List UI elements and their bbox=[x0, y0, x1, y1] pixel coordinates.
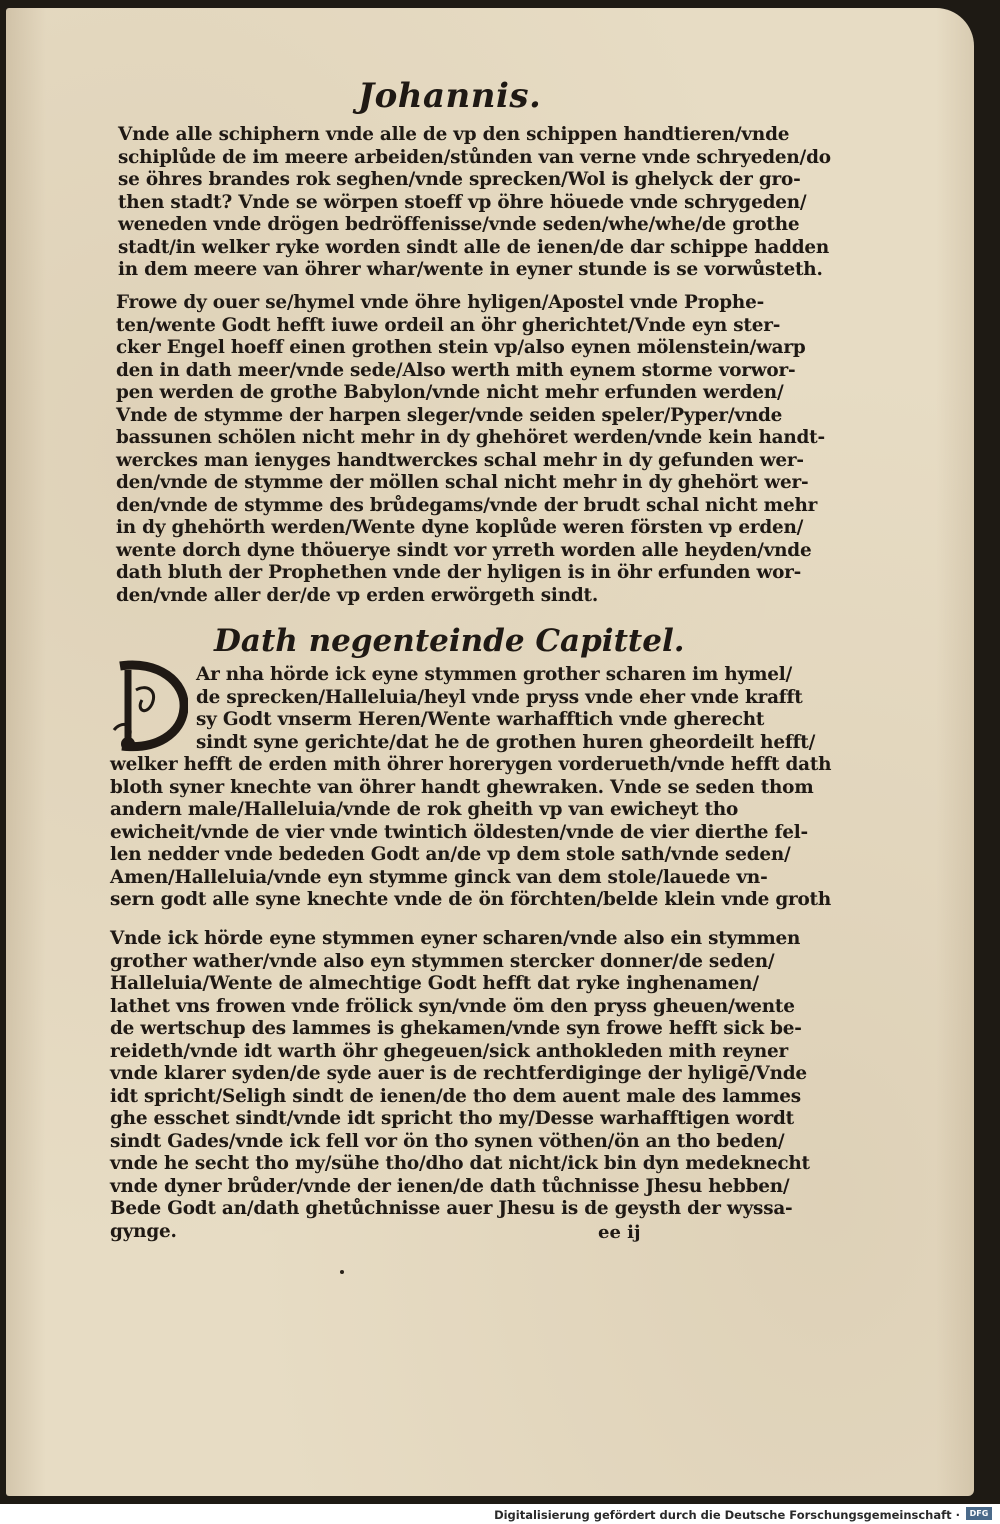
text-line: welker hefft de erden mith öhrer horerygen vorderueth/vnde hefft dath bbox=[110, 754, 832, 775]
text-line: wente dorch dyne thöuerye sindt vor yrreth worden alle heyden/vnde bbox=[116, 539, 812, 561]
text-line: werckes man ienyges handtwerckes schal mehr in dy gefunden wer- bbox=[116, 449, 804, 471]
text-line: se öhres brandes rok seghen/vnde sprecken/Wol is ghelyck der gro- bbox=[118, 169, 801, 190]
text-line: sindt syne gerichte/dat he de grothen huren gheordeilt hefft/ bbox=[196, 731, 816, 753]
chapter-title: Dath negenteinde Capittel. bbox=[214, 623, 685, 659]
signature-mark: ee ij bbox=[598, 1222, 641, 1243]
text-line: ten/wente Godt hefft iuwe ordeil an öhr gherichtet/Vnde eyn ster- bbox=[116, 314, 781, 336]
text-line: weneden vnde drögen bedröffenisse/vnde seden/whe/whe/de grothe bbox=[118, 214, 800, 235]
text-line: idt spricht/Seligh sindt de ienen/de tho dem auent male des lammes bbox=[110, 1085, 801, 1107]
text-line: sern godt alle syne knechte vnde de ön förchten/belde klein vnde groth bbox=[110, 889, 832, 910]
text-line: vnde klarer syden/de syde auer is de rechtferdiginge der hyligē/Vnde bbox=[110, 1063, 807, 1084]
text-line: de wertschup des lammes is ghekamen/vnde syn frowe hefft sick be- bbox=[110, 1018, 802, 1039]
text-line: reideth/vnde idt warth öhr ghegeuen/sick anthokleden mith reyner bbox=[110, 1040, 788, 1062]
text-line: vnde dyner brůder/vnde der ienen/de dath tůchnisse Jhesu hebben/ bbox=[110, 1175, 790, 1197]
text-line: den/vnde aller der/de vp erden erwörgeth sindt. bbox=[116, 584, 599, 606]
text-line: in dy ghehörth werden/Wente dyne koplůde weren försten vp erden/ bbox=[116, 517, 804, 538]
text-line: schiplůde de im meere arbeiden/stůnden van verne vnde schryeden/do bbox=[118, 146, 831, 168]
text-line: Bede Godt an/dath ghetůchnisse auer Jhesu is de geysth der wyssa- bbox=[110, 1198, 793, 1219]
paragraph-1 bbox=[118, 124, 831, 282]
dfg-logo: DFG bbox=[966, 1507, 992, 1520]
paragraph-3-indented bbox=[196, 664, 816, 754]
text-line: lathet vns frowen vnde frölick syn/vnde öm den pryss gheuen/wente bbox=[110, 995, 795, 1017]
text-line: then stadt? Vnde se wörpen stoeff vp öhre höuede vnde schrygeden/ bbox=[118, 191, 807, 213]
text-line: ewicheit/vnde de vier vnde twintich öldesten/vnde de vier dierthe fel- bbox=[110, 821, 808, 843]
text-line: andern male/Halleluia/vnde de rok gheith vp van ewicheyt tho bbox=[110, 799, 739, 820]
ink-speck bbox=[340, 1270, 344, 1274]
paragraph-4 bbox=[110, 928, 810, 1243]
paragraph-2 bbox=[116, 292, 825, 607]
text-line: den in dath meer/vnde sede/Also werth mith eynem storme vorwor- bbox=[116, 359, 796, 381]
text-line: bassunen schölen nicht mehr in dy ghehöret werden/vnde kein handt- bbox=[116, 427, 825, 448]
text-line: den/vnde de stymme der möllen schal nicht mehr in dy ghehört wer- bbox=[116, 472, 809, 493]
text-line: sy Godt vnserm Heren/Wente warhafftich vnde gherecht bbox=[196, 709, 765, 730]
text-line: cker Engel hoeff einen grothen stein vp/also eynen mölenstein/warp bbox=[116, 337, 806, 358]
footer-credit: Digitalisierung gefördert durch die Deutsche Forschungsgemeinschaft · bbox=[494, 1508, 960, 1522]
text-line: sindt Gades/vnde ick fell vor ön tho synen vöthen/ön an tho beden/ bbox=[110, 1130, 785, 1152]
paragraph-3 bbox=[110, 754, 832, 912]
text-line: dath bluth der Prophethen vnde der hyligen is in öhr erfunden wor- bbox=[116, 562, 802, 583]
text-line: in dem meere van öhrer whar/wente in eyner stunde is se vorwůsteth. bbox=[118, 259, 823, 280]
text-line: bloth syner knechte van öhrer handt ghewraken. Vnde se seden thom bbox=[110, 776, 814, 798]
text-line: Halleluia/Wente de almechtige Godt hefft dat ryke inghenamen/ bbox=[110, 973, 759, 994]
text-line: stadt/in welker ryke worden sindt alle de ienen/de dar schippe hadden bbox=[118, 236, 830, 258]
text-line: grother wather/vnde also eyn stymmen stercker donner/de seden/ bbox=[110, 950, 775, 972]
text-line: vnde he secht tho my/sühe tho/dho dat nicht/ick bin dyn medeknecht bbox=[110, 1153, 810, 1174]
text-line: Frowe dy ouer se/hymel vnde öhre hyligen/Apostel vnde Prophe- bbox=[116, 292, 765, 313]
text-line: Vnde alle schiphern vnde alle de vp den schippen handtieren/vnde bbox=[118, 124, 790, 145]
text-line: den/vnde de stymme des brůdegams/vnde der brudt schal nicht mehr bbox=[116, 494, 818, 516]
text-line: Vnde ick hörde eyne stymmen eyner scharen/vnde also ein stymmen bbox=[110, 928, 801, 949]
text-line: Amen/Halleluia/vnde eyn stymme ginck van dem stole/lauede vn- bbox=[110, 866, 768, 888]
text-line: len nedder vnde bededen Godt an/de vp dem stole sath/vnde seden/ bbox=[110, 844, 791, 865]
text-line: pen werden de grothe Babylon/vnde nicht mehr erfunden werden/ bbox=[116, 382, 784, 403]
text-line: Vnde de stymme der harpen sleger/vnde seiden speler/Pyper/vnde bbox=[116, 404, 783, 426]
decorated-initial-d bbox=[106, 660, 188, 752]
running-head: Johannis. bbox=[358, 76, 542, 116]
text-line: gynge. bbox=[110, 1220, 177, 1242]
text-line: ghe esschet sindt/vnde idt spricht tho my/Desse warhafftigen wordt bbox=[110, 1108, 794, 1129]
text-line: Ar nha hörde ick eyne stymmen grother scharen im hymel/ bbox=[196, 664, 793, 685]
text-line: de sprecken/Halleluia/heyl vnde pryss vnde eher vnde krafft bbox=[196, 686, 803, 708]
